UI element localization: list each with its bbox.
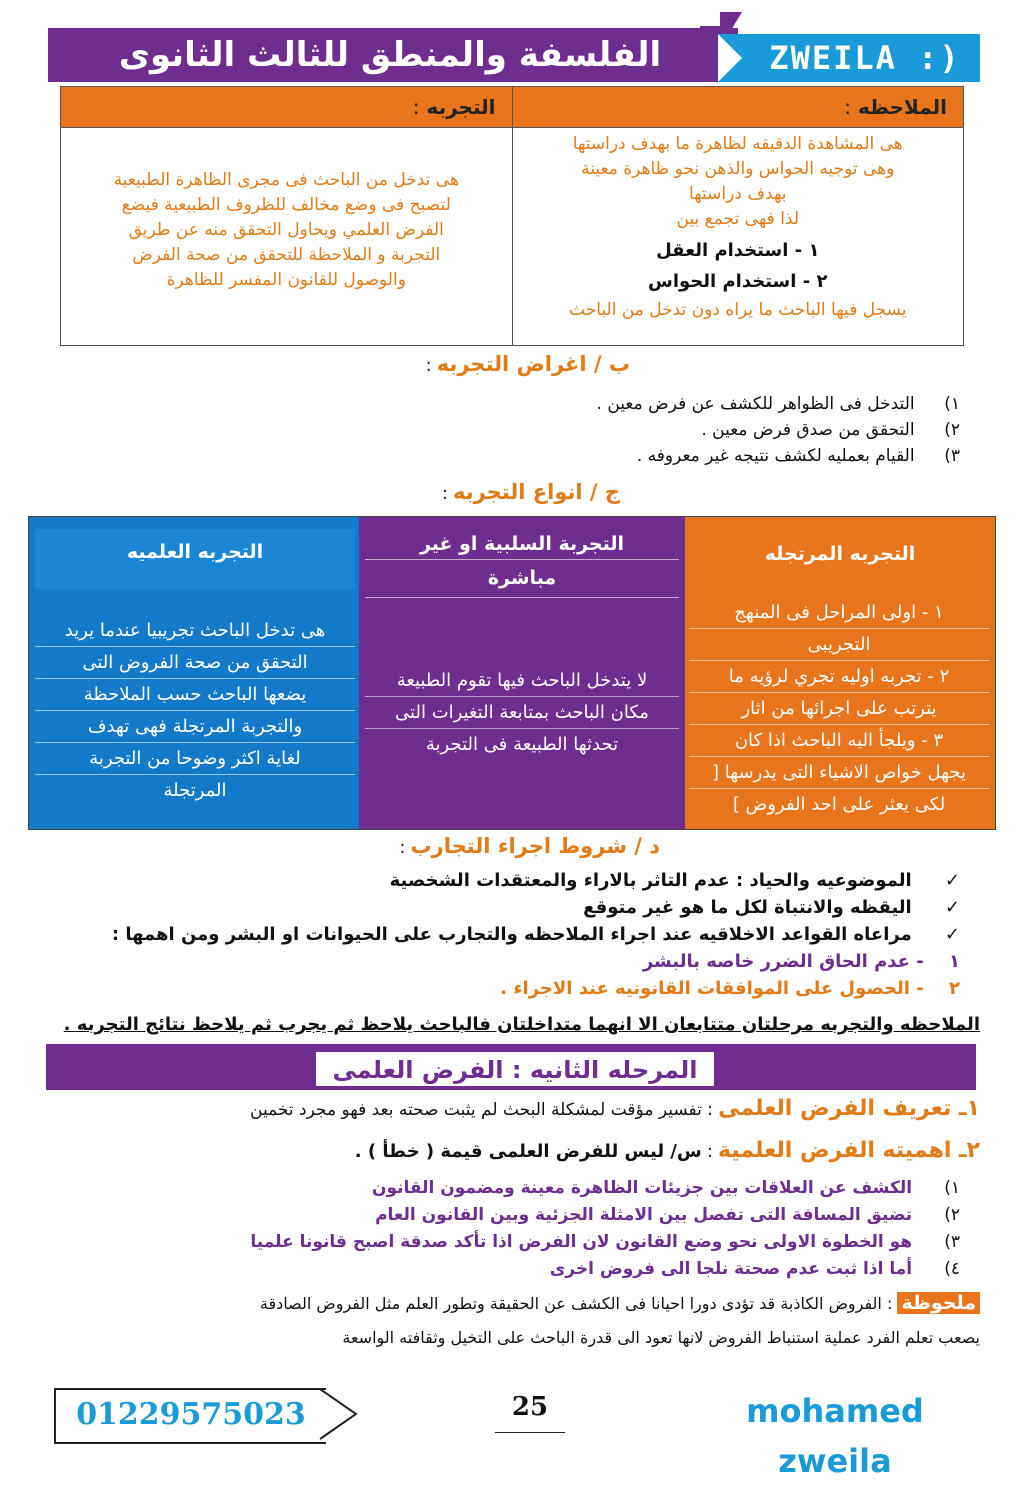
item-number: ٣) (944, 446, 960, 466)
item-number: ٢ (949, 978, 960, 999)
item-text: مراعاه القواعد الاخلاقيه عند اجراء الملاحظه والتجارب على الحيوانات او البشر ومن اهمها : (111, 924, 912, 945)
experiment-line: والوصول للقانون المفسر للظاهرة (166, 270, 406, 290)
sub-item (60, 951, 960, 978)
observation-line: وهى توجيه الحواس والذهن نحو ظاهرة معينة (581, 159, 895, 179)
brand-band-notch (718, 34, 742, 82)
list-item (150, 1205, 960, 1232)
staged-line: ١ - اولى المراحل فى المنهج (689, 597, 989, 629)
staged-line: ٣ - ويلجأ اليه الباحث اذا كان (689, 725, 989, 757)
colon: : (886, 1294, 893, 1313)
importance-label: ٢ـ اهميته الفرض العلمية (718, 1138, 980, 1163)
negative-title (359, 527, 685, 595)
list-item (380, 394, 960, 420)
colon: : (706, 1141, 713, 1162)
item-number: ٣) (944, 1232, 960, 1252)
staged-column (685, 517, 995, 829)
staged-line: التجريبى (689, 629, 989, 661)
conditions-list (60, 870, 960, 1005)
item-number: ٤) (944, 1259, 960, 1279)
observation-line: لذا فهى تجمع بين (676, 209, 800, 229)
definition-text: تفسير مؤقت لمشكلة البحث لم يثبت صحته بعد فهو مجرد تخمين (250, 1100, 702, 1120)
experiment-line: التجربة و الملاحظة للتحقق من صحة الفرض (132, 245, 441, 265)
observation-last-line: يسجل فيها الباحث ما يراه دون تدخل من الباحث (569, 300, 907, 320)
staged-line: لكى يعثر على احد الفروض ] (732, 794, 946, 815)
note-label: ملحوظة (897, 1292, 980, 1314)
item-number: ٢ (816, 271, 828, 292)
item-text: - الحصول على الموافقات القانونيه عند الاجراء . (500, 978, 924, 999)
experiment-header (61, 87, 513, 128)
colon: : (425, 355, 432, 376)
list-item (60, 924, 960, 951)
observation-item (521, 269, 956, 294)
observation-title: الملاحظه (858, 95, 947, 119)
item-number: ١ (949, 951, 960, 972)
purposes-heading (300, 352, 630, 384)
hypothesis-importance (60, 1138, 980, 1170)
purposes-title: ب / اغراض التجربه (436, 352, 630, 376)
item-text: استخدام العقل (656, 240, 789, 261)
experiment-line: هى تدخل من الباحث فى مجرى الظاهرة الطبيعية (113, 170, 459, 190)
note (40, 1292, 980, 1322)
staged-line: يجهل خواص الاشياء التى يدرسها [ (689, 757, 989, 789)
colon: : (844, 95, 852, 119)
conclusion: الملاحظه والتجربه مرحلتان متتابعان الا انهما متداخلتان فالباحث يلاحظ ثم يجرب ثم يلاحظ نتائج التجربه . (63, 1014, 980, 1035)
note-text: الفروض الكاذبة قد تؤدى دورا احيانا فى الكشف عن الحقيقة وتطور العلم مثل الفروض الصادقة (259, 1294, 882, 1313)
negative-body (365, 665, 679, 760)
negative-line: مكان الباحث بمتابعة التغيرات التى (365, 697, 679, 729)
item-number: ٢) (944, 420, 960, 440)
item-text: التدخل فى الظواهر للكشف عن فرض معين . (596, 394, 915, 414)
check-icon: ✓ (944, 924, 960, 945)
scientific-line: هى تدخل الباحث تجريبيا عندما يريد (35, 615, 355, 647)
negative-column (359, 517, 685, 829)
negative-title-line: التجربة السلبية او غير (419, 533, 625, 555)
negative-line: تحدثها الطبيعة فى التجربة (425, 734, 619, 755)
item-number: ١) (944, 394, 960, 414)
list-item (380, 420, 960, 446)
item-number: ١) (944, 1178, 960, 1198)
author-name: mohamed zweila (746, 1392, 924, 1480)
colon: : (412, 95, 420, 119)
definition-label: ١ـ تعريف الفرض العلمى (718, 1096, 980, 1121)
experiment-title: التجربه (426, 95, 496, 119)
item-text: الكشف عن العلاقات بين جزيئات الظاهرة معينة ومضمون القانون (371, 1178, 913, 1198)
page-title: الفلسفة والمنطق للثالث الثانوى (118, 35, 662, 75)
stage2-title: المرحله الثانيه : الفرض العلمى (332, 1056, 698, 1084)
page-number: 25 (511, 1392, 549, 1422)
purposes-list (380, 394, 960, 472)
staged-title: التجربه المرتجله (764, 543, 916, 565)
experiment-line: لتصبح فى وضع مخالف للظروف الطبيعية فيضع (121, 195, 451, 215)
item-text: اليقظه والانتباة لكل ما هو غير متوقع (583, 897, 912, 918)
scientific-body (35, 615, 355, 806)
hypothesis-definition (60, 1096, 980, 1128)
conditions-title: د / شروط اجراء التجارب (410, 834, 660, 858)
list-item (60, 897, 960, 924)
brand-logo: ZWEILA :) (769, 39, 961, 77)
colon: : (399, 837, 406, 858)
check-icon: ✓ (944, 870, 960, 891)
item-dash: - (794, 240, 803, 261)
sub-item (60, 978, 960, 1005)
scientific-line: يضعها الباحث حسب الملاحظة (35, 679, 355, 711)
importance-list (150, 1178, 960, 1286)
importance-question: س/ ليس للفرض العلمى قيمة ( خطأ ) . (354, 1141, 702, 1162)
item-number: ٢) (944, 1205, 960, 1225)
experiment-line: الفرض العلمي ويحاول التحقق منه عن طريق (128, 220, 444, 240)
negative-line: لا يتدخل الباحث فيها تقوم الطبيعة (365, 665, 679, 697)
list-item (380, 446, 960, 472)
observation-body (512, 128, 964, 346)
staged-body (689, 597, 989, 820)
page-number-underline (495, 1432, 565, 1433)
list-item (150, 1232, 960, 1259)
item-text: استخدام الحواس (648, 271, 797, 292)
colon: : (706, 1099, 714, 1120)
scientific-line: لغاية اكثر وضوحا من التجربة (35, 743, 355, 775)
types-title: ج / انواع التجربه (452, 480, 620, 504)
divider (365, 559, 679, 560)
experiment-body (61, 128, 513, 346)
header-top-strip (0, 12, 720, 26)
item-text: الموضوعيه والحياد : عدم التاثر بالاراء والمعتقدات الشخصية (389, 870, 912, 891)
observation-item (521, 238, 956, 263)
divider (365, 597, 679, 598)
list-item (150, 1178, 960, 1205)
scientific-line: المرتجلة (163, 780, 227, 801)
phone-box-arrow (318, 1388, 358, 1440)
item-text: هو الخطوة الاولى نحو وضع القانون لان الفرض اذا تأكد صدقة اصبح قانونا علميا (250, 1232, 913, 1252)
scientific-line: والتجربة المرتجلة فهى تهدف (35, 711, 355, 743)
observation-experiment-table (60, 86, 964, 346)
list-item (150, 1259, 960, 1286)
list-item (60, 870, 960, 897)
phone-number: 01229575023 (76, 1397, 306, 1432)
experiment-types-table (28, 516, 996, 830)
item-dash: - (802, 271, 811, 292)
scientific-column (29, 517, 359, 829)
colon: : (441, 483, 448, 504)
item-text: تضيق المسافة التى تفصل بين الامثلة الجزئية وبين القانون العام (375, 1205, 913, 1225)
scientific-title: التجربه العلميه (126, 541, 264, 563)
staged-line: ٢ - تجربه اوليه تجري لرؤيه ما (689, 661, 989, 693)
note-line-2: يصعب تعلم الفرد عملية استنباط الفروض لانها تعود الى قدرة الباحث على التخيل وثقافته الواسعة (342, 1328, 980, 1347)
observation-line: هى المشاهدة الدقيقه لظاهرة ما بهدف دراستها (572, 134, 903, 154)
check-icon: ✓ (944, 897, 960, 918)
conditions-heading (370, 834, 660, 866)
staged-line: يترتب على اجرائها من اثار (689, 693, 989, 725)
observation-header (512, 87, 964, 128)
observation-line: بهدف دراستها (689, 184, 787, 204)
item-text: التحقق من صدق فرض معين . (701, 420, 915, 440)
item-text: القيام بعمليه لكشف نتيجه غير معروفه . (636, 446, 915, 466)
types-heading (330, 480, 620, 512)
item-number: ١ (808, 240, 820, 261)
scientific-line: التحقق من صحة الفروض التى (35, 647, 355, 679)
item-text: أما اذا ثبت عدم صحتة نلجا الى فروض اخرى (549, 1259, 913, 1279)
negative-title-line: مباشرة (487, 567, 557, 589)
item-text: - عدم الحاق الضرر خاصه بالبشر (642, 951, 924, 972)
